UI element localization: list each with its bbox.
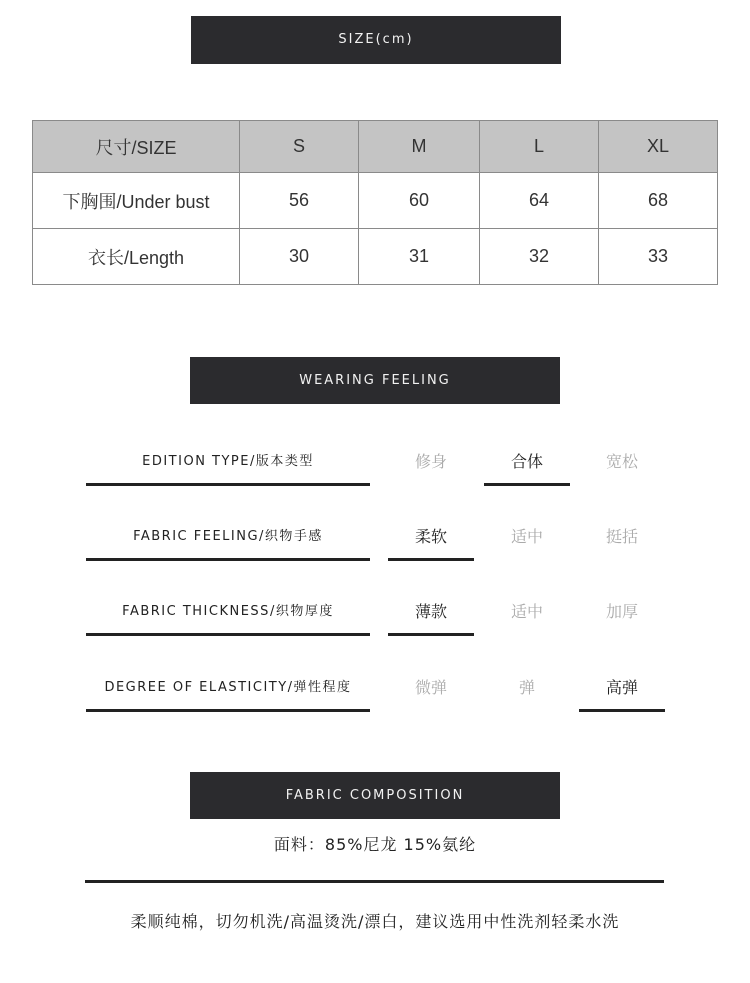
feeling-option: 高弹 — [579, 675, 665, 701]
wearing-feeling-banner — [190, 357, 560, 404]
header-cell: M — [359, 121, 480, 173]
header-cell: S — [240, 121, 359, 173]
table-cell: 68 — [599, 173, 718, 229]
size-table-header-row — [33, 121, 718, 173]
feeling-row-edition-type — [0, 449, 750, 489]
feeling-option: 适中 — [510, 602, 543, 621]
feeling-option: 加厚 — [605, 602, 638, 621]
feeling-row-fabric-feeling — [0, 524, 750, 564]
feeling-option: 微弹 — [414, 678, 447, 697]
feeling-label-underline — [86, 558, 370, 561]
table-cell: 60 — [359, 173, 480, 229]
fabric-composition-banner — [190, 772, 560, 819]
size-banner — [191, 16, 561, 64]
table-cell: 32 — [480, 229, 599, 285]
feeling-option: 适中 — [510, 527, 543, 546]
feeling-option: 挺括 — [605, 527, 638, 546]
wearing-feeling-title: WEARING FEELING — [299, 373, 451, 388]
feeling-option: 弹 — [518, 678, 535, 697]
table-cell: 64 — [480, 173, 599, 229]
header-cell: L — [480, 121, 599, 173]
table-cell: 31 — [359, 229, 480, 285]
size-table — [32, 120, 718, 285]
row-label-cell: 衣长/Length — [33, 229, 240, 285]
table-cell: 30 — [240, 229, 359, 285]
header-cell: 尺寸/SIZE — [33, 121, 240, 173]
table-cell: 56 — [240, 173, 359, 229]
care-instructions: 柔顺纯棉，切勿机洗/高温烫洗/漂白，建议选用中性洗剂轻柔水洗 — [130, 912, 620, 931]
table-row — [33, 229, 718, 285]
feeling-label-underline — [86, 633, 370, 636]
feeling-label-underline — [86, 709, 370, 712]
feeling-option: 合体 — [484, 449, 570, 475]
table-row — [33, 173, 718, 229]
feeling-label-underline — [86, 483, 370, 486]
row-label-cell: 下胸围/Under bust — [33, 173, 240, 229]
feeling-option: 修身 — [414, 452, 447, 471]
divider — [85, 880, 664, 883]
feeling-label: EDITION TYPE/版本类型 — [142, 454, 314, 469]
composition-text: 面料：85%尼龙 15%氨纶 — [273, 835, 477, 854]
feeling-row-elasticity — [0, 675, 750, 715]
fabric-composition-title: FABRIC COMPOSITION — [285, 788, 465, 803]
header-cell: XL — [599, 121, 718, 173]
feeling-label: DEGREE OF ELASTICITY/弹性程度 — [104, 680, 352, 695]
feeling-label: FABRIC THICKNESS/织物厚度 — [122, 604, 334, 619]
size-banner-title: SIZE(cm) — [338, 32, 414, 47]
feeling-option: 宽松 — [605, 452, 638, 471]
feeling-label: FABRIC FEELING/织物手感 — [133, 529, 323, 544]
feeling-option: 薄款 — [388, 599, 474, 625]
feeling-row-fabric-thickness — [0, 599, 750, 639]
table-cell: 33 — [599, 229, 718, 285]
feeling-option: 柔软 — [388, 524, 474, 550]
